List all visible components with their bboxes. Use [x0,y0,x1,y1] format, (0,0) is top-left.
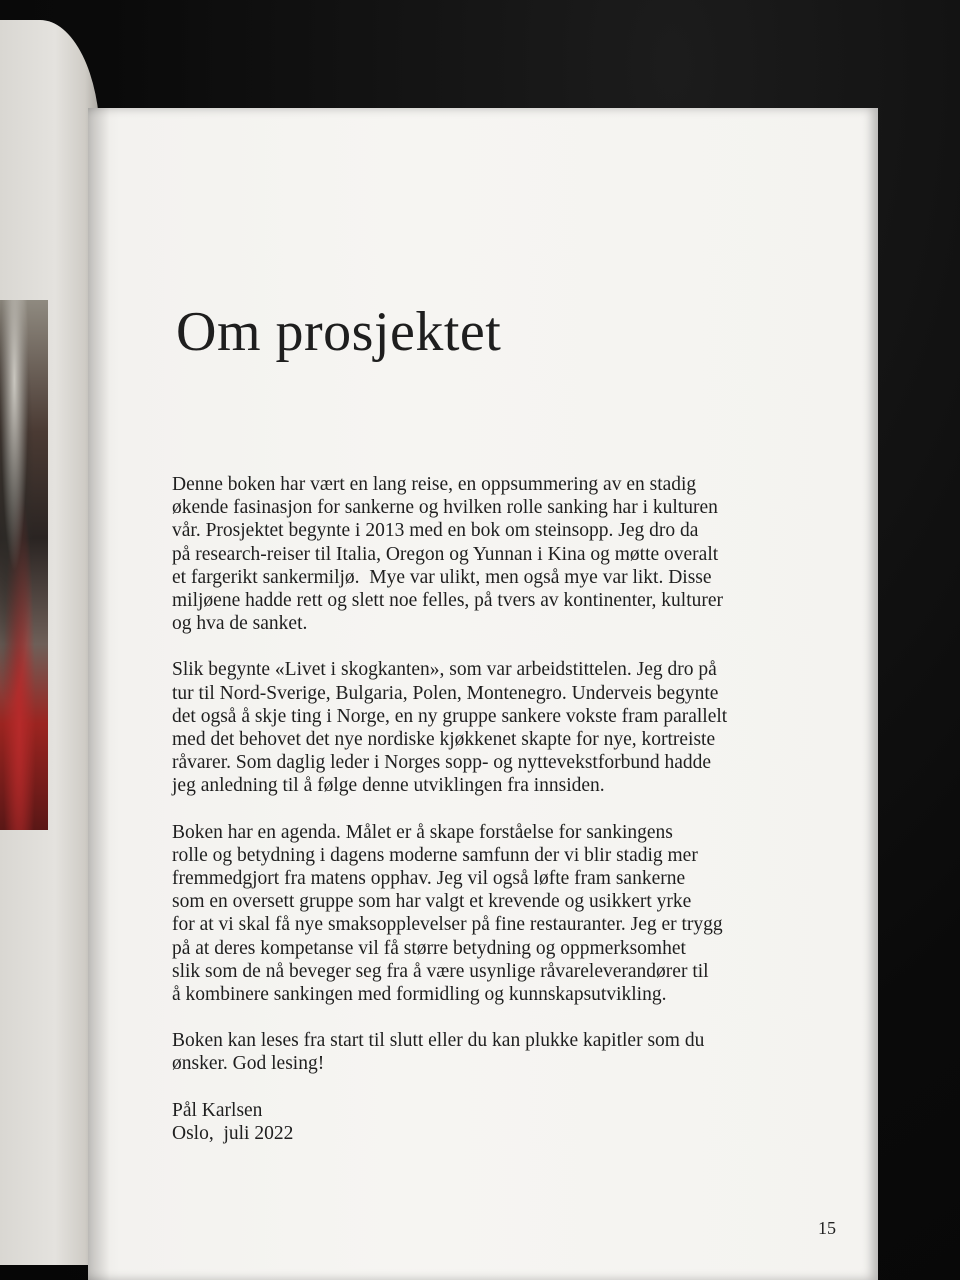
text-line: på at deres kompetanse vil få større betydning og oppmerksomhet [172,937,686,959]
text-line: et fargerikt sankermiljø. Mye var ulikt, men også mye var likt. Disse [172,566,712,588]
text-line: fremmedgjort fra matens opphav. Jeg vil også løfte fram sankerne [172,868,686,890]
text-line: vår. Prosjektet begynte i 2013 med en bok om steinsopp. Jeg dro da [172,520,699,542]
paragraph-4 [172,1029,782,1075]
paragraph-2 [172,658,782,797]
page-number: 15 [818,1218,836,1238]
book-gutter [88,108,110,1280]
text-line: rolle og betydning i dagens moderne samfunn der vi blir stadig mer [172,844,698,866]
text-line: tur til Nord-Sverige, Bulgaria, Polen, Montenegro. Underveis begynte [172,682,719,704]
text-line: Slik begynte «Livet i skogkanten», som var arbeidstittelen. Jeg dro på [172,659,717,681]
text-line: med det behovet det nye nordiske kjøkkenet skapte for nye, kortreiste [172,729,716,751]
text-line: å kombinere sankingen med formidling og kunnskapsutvikling. [172,984,667,1006]
text-line: som en oversett gruppe som har valgt et krevende og usikkert yrke [172,891,692,913]
text-line: jeg anledning til å følge denne utviklingen fra innsiden. [172,775,605,797]
text-line: råvarer. Som daglig leder i Norges sopp- og nyttevekstforbund hadde [172,752,712,774]
page-title: Om prosjektet [176,301,502,363]
text-line: det også å skje ting i Norge, en ny gruppe sankere vokste fram parallelt [172,705,728,727]
text-line: Boken har en agenda. Målet er å skape forståelse for sankingens [172,821,673,843]
text-line: økende fasinasjon for sankerne og hvilken rolle sanking har i kulturen [172,497,718,519]
text-line: på research-reiser til Italia, Oregon og Yunnan i Kina og møtte overalt [172,543,719,565]
left-page-photo [0,300,48,830]
text-line: miljøene hadde rett og slett noe felles, på tvers av kontinenter, kulturer [172,590,723,612]
signature [172,1099,782,1145]
place-date: Oslo, juli 2022 [172,1122,294,1144]
text-line: ønsker. God lesing! [172,1053,325,1075]
text-line: Boken kan leses fra start til slutt eller du kan plukke kapitler som du [172,1030,705,1052]
text-line: og hva de sanket. [172,613,308,635]
page-body [172,473,782,1145]
author-name: Pål Karlsen [172,1099,263,1121]
text-line: slik som de nå beveger seg fra å være usynlige råvareleverandører til [172,960,709,982]
paragraph-1 [172,473,782,635]
paragraph-3 [172,821,782,1007]
text-line: Denne boken har vært en lang reise, en oppsummering av en stadig [172,474,697,495]
text-line: for at vi skal få nye smaksopplevelser på fine restauranter. Jeg er trygg [172,914,723,936]
